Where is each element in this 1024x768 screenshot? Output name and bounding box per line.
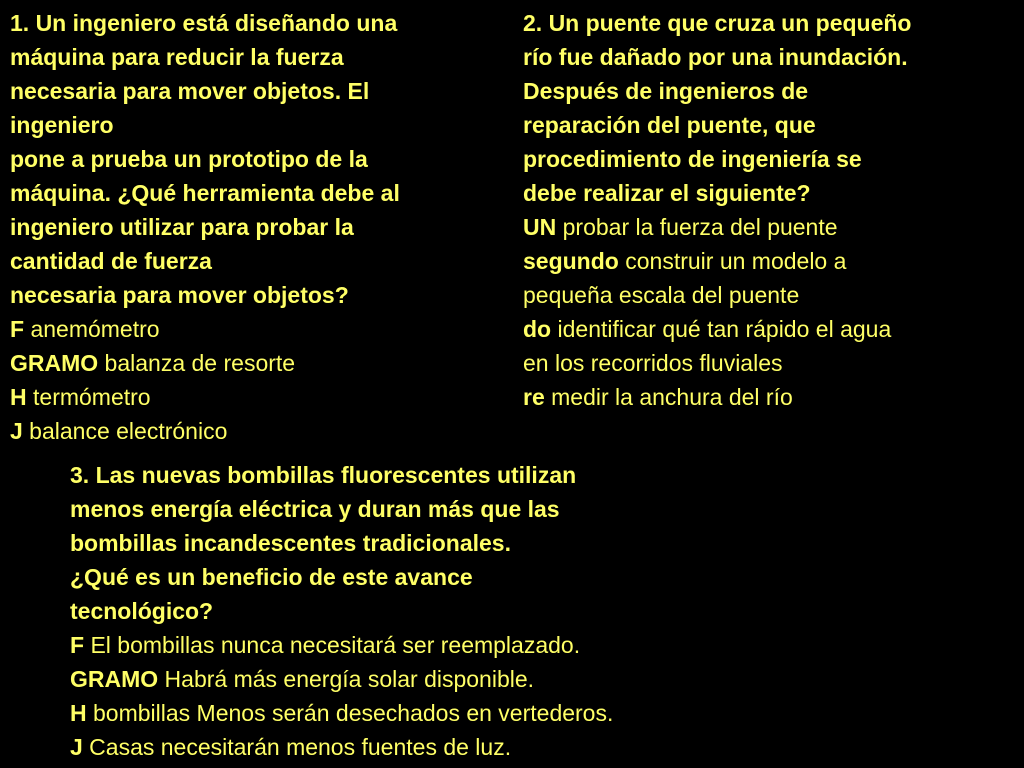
question-3-stem-line: 3. Las nuevas bombillas fluorescentes utilizan	[70, 462, 577, 488]
option-text: bombillas Menos serán desechados en vertederos.	[86, 700, 614, 726]
question-2-stem-line: río fue dañado por una inundación.	[523, 44, 908, 70]
question-2	[523, 6, 1018, 414]
option-letter: H	[10, 384, 27, 410]
question-1-stem-line: ingeniero	[10, 112, 114, 138]
option-text: Casas necesitarán menos fuentes de luz.	[82, 734, 512, 760]
question-1-option-h	[10, 380, 510, 414]
question-3-option-f	[70, 628, 770, 662]
question-3-stem-line: bombillas incandescentes tradicionales.	[70, 530, 511, 556]
question-2-option-re	[523, 380, 1018, 414]
question-1-option-f	[10, 312, 510, 346]
question-1-stem-line: pone a prueba un prototipo de la	[10, 146, 368, 172]
option-text: balance electrónico	[22, 418, 228, 444]
question-2-option-un	[523, 210, 1018, 244]
question-3-stem-line: menos energía eléctrica y duran más que las	[70, 496, 560, 522]
question-1-stem-line: cantidad de fuerza	[10, 248, 212, 274]
question-2-stem-line: procedimiento de ingeniería se	[523, 146, 862, 172]
option-letter: UN	[523, 214, 557, 240]
option-letter: GRAMO	[70, 666, 159, 692]
question-1-stem-line: ingeniero utilizar para probar la	[10, 214, 354, 240]
option-letter: GRAMO	[10, 350, 99, 376]
option-letter: segundo	[523, 248, 619, 274]
question-1-stem-line: necesaria para mover objetos?	[10, 282, 349, 308]
question-2-option-segundo	[523, 244, 1018, 278]
option-letter: do	[523, 316, 552, 342]
question-1	[10, 6, 510, 448]
option-text: pequeña escala del puente	[523, 282, 800, 308]
question-3-stem-line: tecnológico?	[70, 598, 214, 624]
option-text: identificar qué tan rápido el agua	[551, 316, 892, 342]
option-letter: re	[523, 384, 545, 410]
option-letter: H	[70, 700, 87, 726]
question-3-option-h	[70, 696, 770, 730]
question-3-stem-line: ¿Qué es un beneficio de este avance	[70, 564, 473, 590]
question-3	[70, 458, 770, 764]
question-1-stem-line: máquina para reducir la fuerza	[10, 44, 344, 70]
question-2-stem-line: debe realizar el siguiente?	[523, 180, 811, 206]
question-3-option-j	[70, 730, 770, 764]
option-letter: J	[10, 418, 23, 444]
question-1-option-j	[10, 414, 510, 448]
option-letter: F	[70, 632, 85, 658]
question-2-stem-line: 2. Un puente que cruza un pequeño	[523, 10, 912, 36]
option-text: anemómetro	[24, 316, 160, 342]
question-1-stem-line: 1. Un ingeniero está diseñando una	[10, 10, 398, 36]
question-2-stem-line: Después de ingenieros de	[523, 78, 809, 104]
option-text: Habrá más energía solar disponible.	[158, 666, 535, 692]
option-text: El bombillas nunca necesitará ser reemplazado.	[84, 632, 581, 658]
question-2-option-do	[523, 312, 1018, 346]
option-text: en los recorridos fluviales	[523, 350, 783, 376]
question-2-option-segundo-continued	[523, 278, 1018, 312]
question-1-option-gramo	[10, 346, 510, 380]
option-text: medir la anchura del río	[544, 384, 793, 410]
question-3-option-gramo	[70, 662, 770, 696]
option-text: probar la fuerza del puente	[556, 214, 838, 240]
question-1-stem-line: necesaria para mover objetos. El	[10, 78, 370, 104]
question-1-stem-line: máquina. ¿Qué herramienta debe al	[10, 180, 400, 206]
question-2-stem-line: reparación del puente, que	[523, 112, 816, 138]
option-text: balanza de resorte	[98, 350, 296, 376]
option-text: termómetro	[26, 384, 151, 410]
option-text: construir un modelo a	[618, 248, 847, 274]
option-letter: J	[70, 734, 83, 760]
option-letter: F	[10, 316, 25, 342]
question-2-option-do-continued	[523, 346, 1018, 380]
